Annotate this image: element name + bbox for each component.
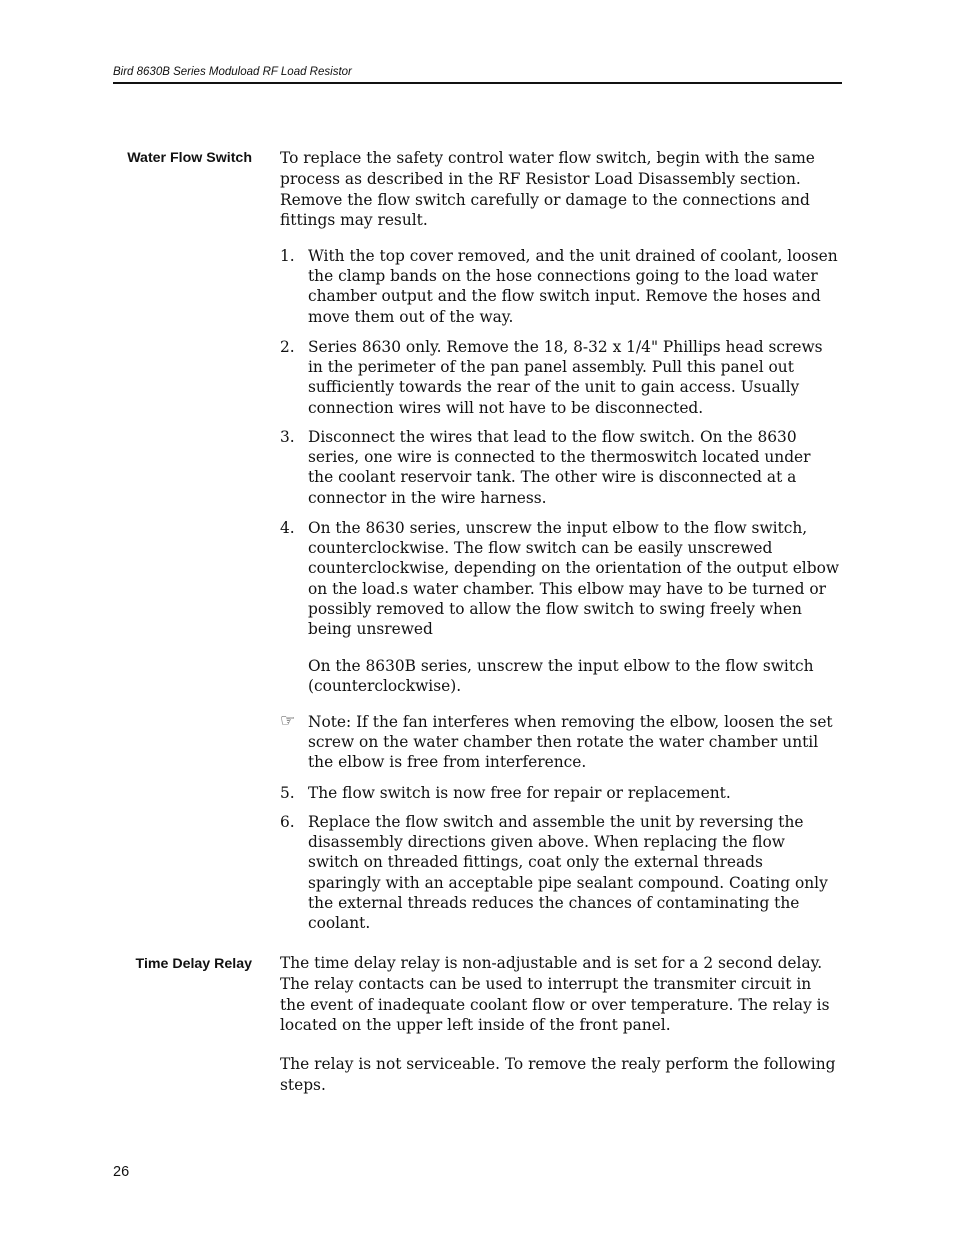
intro-paragraph: To replace the safety control water flow switch, begin with the same process as described in the RF Resistor Load Disassembly section. Remove the flow switch carefully or damage to the connections and fittings may result.: [280, 149, 815, 230]
step-number: 2.: [280, 338, 295, 356]
note-block: [280, 712, 840, 773]
list-item-step-3: [280, 427, 840, 508]
step-4-extra-text: On the 8630B series, unscrew the input elbow to the flow switch (counterclockwise).: [308, 657, 814, 696]
step-number: 6.: [280, 813, 295, 831]
step-4-continuation: [280, 656, 840, 696]
list-item-step-2: [280, 337, 840, 418]
step-number: 1.: [280, 247, 295, 265]
list-item-step-1: [280, 246, 840, 327]
step-text: The flow switch is now free for repair or replacement.: [308, 784, 731, 802]
pointing-hand-icon: ☞: [280, 711, 296, 731]
water-flow-intro: [280, 148, 840, 231]
section-heading-water-flow-switch: Water Flow Switch: [127, 150, 252, 166]
step-number: 4.: [280, 519, 295, 537]
paragraph: The relay is not serviceable. To remove the realy perform the following steps.: [280, 1055, 836, 1094]
note-text: Note: If the fan interferes when removing the elbow, loosen the set screw on the water chamber then rotate the water chamber until the elbow is free from interference.: [308, 713, 833, 772]
running-header: Bird 8630B Series Moduload RF Load Resistor: [113, 66, 352, 78]
section-heading-time-delay-relay: Time Delay Relay: [135, 956, 252, 972]
list-item-step-6: [280, 812, 840, 933]
time-delay-para-2: [280, 1054, 840, 1096]
page-number: 26: [113, 1164, 130, 1180]
step-number: 5.: [280, 784, 295, 802]
paragraph: The time delay relay is non-adjustable and is set for a 2 second delay. The relay contacts can be used to interrupt the transmiter circuit in the event of inadequate coolant flow or over temperature. The relay is located on the upper left inside of the front panel.: [280, 954, 830, 1035]
step-text: Series 8630 only. Remove the 18, 8-32 x 1/4" Phillips head screws in the perimeter of the pan panel assembly. Pull this panel out sufficiently towards the rear of the unit to gain access. Usually connection wires will not have to be disconnected.: [308, 338, 823, 417]
list-item-step-5: [280, 783, 840, 803]
step-text: With the top cover removed, and the unit drained of coolant, loosen the clamp bands on the hose connections going to the load water chamber output and the flow switch input. Remove the hoses and move them out of the way.: [308, 247, 838, 326]
step-text: Disconnect the wires that lead to the flow switch. On the 8630 series, one wire is connected to the thermoswitch located under the coolant reservoir tank. The other wire is disconnected at a connector in the wire harness.: [308, 428, 811, 507]
header-rule: [113, 82, 842, 84]
step-text: Replace the flow switch and assemble the unit by reversing the disassembly directions given above. When replacing the flow switch on threaded fittings, coat only the external threads sparingly with an acceptable pipe sealant compound. Coating only the external threads reduces the chances of contaminating the coolant.: [308, 813, 828, 933]
step-number: 3.: [280, 428, 295, 446]
list-item-step-4: [280, 518, 840, 639]
time-delay-para-1: [280, 953, 840, 1036]
step-text: On the 8630 series, unscrew the input elbow to the flow switch, counterclockwise. The flow switch can be easily unscrewed counterclockwise, depending on the orientation of the output elbow on the load.s water chamber. This elbow may have to be turned or possibly removed to allow the flow switch to swing freely when being unsrewed: [308, 519, 840, 639]
